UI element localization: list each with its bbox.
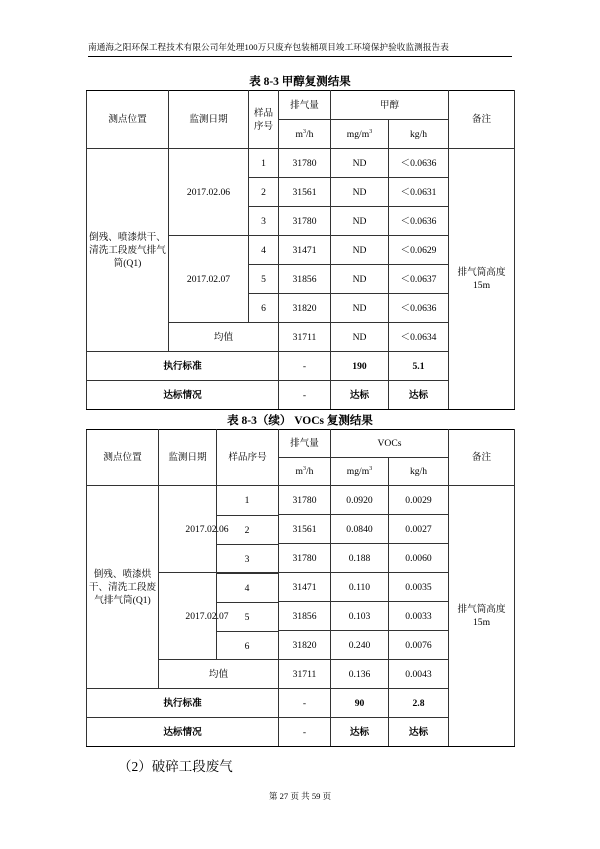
flow-value: 31856 (279, 602, 331, 631)
methanol-table (86, 90, 515, 410)
header-point: 测点位置 (87, 430, 159, 486)
rate-value: 0.0033 (389, 602, 449, 631)
rate-value: ＜0.0636 (389, 294, 449, 323)
conc-value: 0.188 (331, 544, 389, 573)
sample-no: 1 (244, 494, 250, 506)
flow-value: 31780 (279, 486, 331, 515)
header-note: 备注 (449, 430, 515, 486)
unit-rate: kg/h (389, 458, 449, 486)
location-cell: 倒残、喷漆烘干、清洗工段废气排气筒(Q1) (87, 486, 159, 689)
sample-no: 4 (216, 573, 278, 602)
sample-no: 4 (249, 236, 279, 265)
unit-rate: kg/h (389, 120, 449, 149)
page-footer: 第 27 页 共 59 页 (268, 791, 332, 801)
conc-value: ND (331, 178, 389, 207)
sample-no: 3 (216, 544, 278, 573)
status-label: 达标情况 (87, 381, 279, 410)
conc-value: ND (331, 294, 389, 323)
rate-value: ＜0.0637 (389, 265, 449, 294)
date-cell: 2017.02.07 (169, 236, 249, 323)
header-date: 监测日期 (159, 430, 217, 486)
unit-conc: $mg/m^3$ (331, 120, 389, 149)
header-date: 监测日期 (169, 91, 249, 149)
average-rate: ＜0.0634 (389, 323, 449, 352)
rate-value: ＜0.0636 (389, 207, 449, 236)
average-label: 均值 (169, 323, 279, 352)
flow-value: 31780 (279, 544, 331, 573)
note-cell: 排气筒高度 15m (449, 486, 515, 747)
unit-flow: $m^3/h$ (279, 458, 331, 486)
vocs-table (86, 429, 515, 747)
header-pollutant: VOCs (331, 430, 449, 458)
conc-value: ND (331, 265, 389, 294)
average-rate: 0.0043 (389, 660, 449, 689)
conc-value: 0.0840 (331, 515, 389, 544)
status-flow: - (279, 381, 331, 410)
section-heading: （2）破碎工段废气 (118, 759, 233, 774)
sample-no: 2 (216, 515, 278, 544)
conc-value: 0.110 (331, 573, 389, 602)
table2-caption: 表 8-3（续） VOCs 复测结果 (227, 415, 373, 427)
sample-no: 6 (216, 631, 278, 660)
header-flow: 排气量 (279, 91, 331, 120)
average-label: 均值 (159, 660, 279, 689)
sample-no: 6 (249, 294, 279, 323)
table1-caption: 表 8-3 甲醇复测结果 (249, 76, 351, 88)
rate-value: 0.0060 (389, 544, 449, 573)
standard-flow: - (279, 689, 331, 718)
sample-no: 3 (249, 207, 279, 236)
average-conc: 0.136 (331, 660, 389, 689)
date-cell: 2017.02.07 (159, 573, 279, 660)
rate-value: ＜0.0629 (389, 236, 449, 265)
standard-label: 执行标准 (87, 352, 279, 381)
header-pollutant: 甲醇 (331, 91, 449, 120)
rate-value: 0.0035 (389, 573, 449, 602)
standard-rate: 5.1 (389, 352, 449, 381)
rate-value: 0.0076 (389, 631, 449, 660)
sample-no: 5 (216, 602, 278, 631)
rate-value: ＜0.0636 (389, 149, 449, 178)
status-conc: 达标 (331, 718, 389, 747)
conc-value: ND (331, 149, 389, 178)
date-cell: 2017.02.06 (169, 149, 249, 236)
sample-no: 1 (249, 149, 279, 178)
standard-label: 执行标准 (87, 689, 279, 718)
flow-value: 31820 (279, 294, 331, 323)
standard-rate: 2.8 (389, 689, 449, 718)
status-flow: - (279, 718, 331, 747)
sample-no: 2 (249, 178, 279, 207)
conc-value: 0.0920 (331, 486, 389, 515)
average-flow: 31711 (279, 660, 331, 689)
header-point: 测点位置 (87, 91, 169, 149)
status-conc: 达标 (331, 381, 389, 410)
average-conc: ND (331, 323, 389, 352)
status-rate: 达标 (389, 381, 449, 410)
rate-value: 0.0029 (389, 486, 449, 515)
header-flow: 排气量 (279, 430, 331, 458)
conc-value: ND (331, 236, 389, 265)
sample-no: 5 (249, 265, 279, 294)
unit-conc: $mg/m^3$ (331, 458, 389, 486)
flow-value: 31780 (279, 149, 331, 178)
flow-value: 31856 (279, 265, 331, 294)
rate-value: 0.0027 (389, 515, 449, 544)
rate-value: ＜0.0631 (389, 178, 449, 207)
flow-value: 31820 (279, 631, 331, 660)
flow-value: 31471 (279, 236, 331, 265)
standard-conc: 90 (331, 689, 389, 718)
standard-flow: - (279, 352, 331, 381)
status-rate: 达标 (389, 718, 449, 747)
date-cell: 2017.02.06 (159, 486, 279, 573)
conc-value: 0.240 (331, 631, 389, 660)
status-label: 达标情况 (87, 718, 279, 747)
flow-value: 31780 (279, 207, 331, 236)
header-sample: 样品序号 (249, 91, 279, 149)
page-header: 南通海之阳环保工程技术有限公司年处理100万只废弃包装桶项目竣工环境保护验收监测报告表 (88, 41, 512, 57)
header-sample: 样品序号 (217, 430, 279, 486)
header-note: 备注 (449, 91, 515, 149)
note-cell: 排气筒高度 15m (449, 149, 515, 410)
conc-value: ND (331, 207, 389, 236)
flow-value: 31471 (279, 573, 331, 602)
location-cell: 倒残、喷漆烘干、清洗工段废气排气筒(Q1) (87, 149, 169, 352)
flow-value: 31561 (279, 515, 331, 544)
unit-flow: $m^3/h$ (279, 120, 331, 149)
conc-value: 0.103 (331, 602, 389, 631)
flow-value: 31561 (279, 178, 331, 207)
average-flow: 31711 (279, 323, 331, 352)
standard-conc: 190 (331, 352, 389, 381)
